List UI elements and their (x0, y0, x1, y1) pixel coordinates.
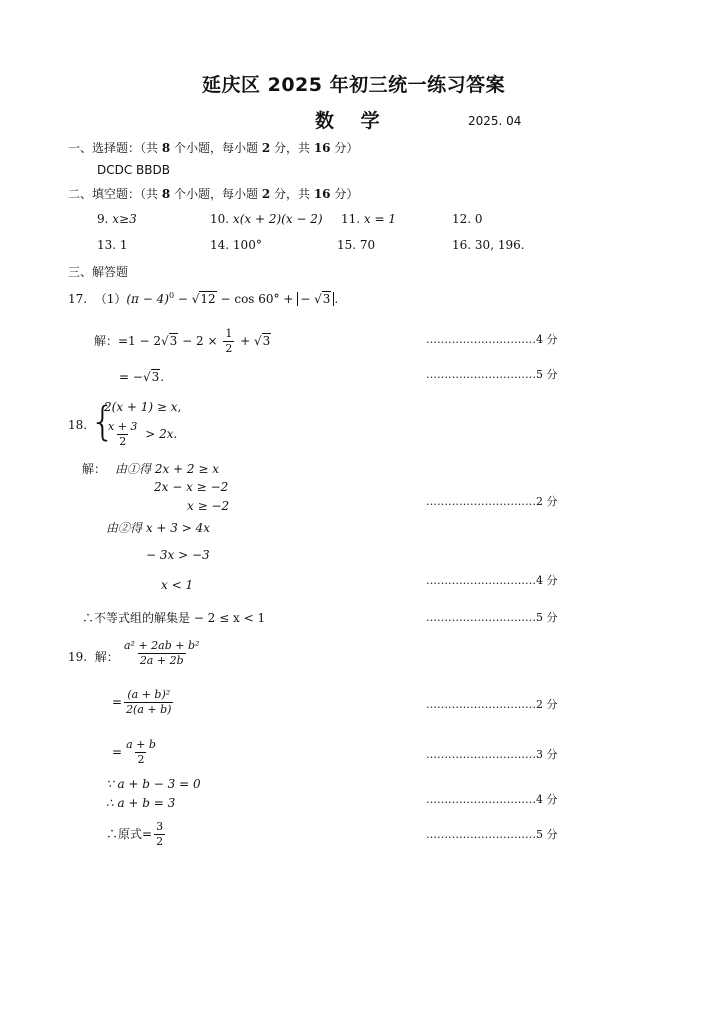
fill-answer-11 (341, 212, 396, 226)
denominator: 2(a + b) (126, 703, 172, 716)
subject-title: 数 学 (315, 110, 390, 132)
expr: − 2 × (178, 334, 222, 348)
q18-line-2 (154, 480, 228, 494)
heading-text: 个小题，每小题 (170, 187, 262, 201)
question-number: 19. (68, 650, 88, 664)
numerator: (a + b)² (127, 688, 171, 701)
numerator: a + b (126, 738, 156, 751)
answer: 100° (232, 238, 262, 252)
heading-text: 个小题，每小题 (170, 141, 262, 155)
q18-line-6 (161, 578, 193, 592)
q18-line-1 (115, 460, 219, 477)
question-number: 14. (210, 238, 230, 252)
heading-count: 8 (161, 141, 171, 155)
question-number: 12. (452, 212, 472, 226)
score-marker: …………………………4 分 (426, 574, 558, 587)
score-marker: …………………………2 分 (426, 698, 558, 711)
sqrt-3: √3 (142, 370, 160, 384)
fill-answer-13 (97, 238, 128, 252)
denominator: 2a + 2b (139, 654, 184, 667)
exponent: 0 (168, 291, 175, 300)
expr: ∴ a + b = 3 (106, 796, 176, 810)
question-number: 17. (68, 292, 88, 306)
heading-text: 分，共 (270, 187, 314, 201)
fraction (154, 820, 165, 849)
heading-text: 分） (330, 141, 359, 155)
expr: x < 1 (161, 578, 194, 592)
q18-line-5 (146, 548, 210, 562)
system-line-1 (104, 400, 181, 414)
denominator: 2 (137, 753, 145, 766)
score-marker: …………………………5 分 (426, 828, 558, 841)
answer: 1 (119, 238, 128, 252)
sqrt-3: √3 (314, 292, 331, 306)
radicand: 3 (322, 292, 331, 306)
expr: − (300, 292, 315, 306)
sqrt-3: √3 (161, 334, 178, 348)
expr: ∴原式= (106, 827, 153, 841)
q18-line-3 (187, 499, 229, 513)
solution-label: 解： (94, 650, 119, 664)
heading-points: 2 (261, 141, 271, 155)
expr: − 3x > −3 (146, 548, 210, 562)
q18-line-4 (106, 519, 210, 536)
choice-answers: DCDC BBDB (97, 163, 170, 177)
radicand: 12 (200, 292, 216, 306)
answer: x = 1 (363, 212, 397, 226)
q19-conclusion (106, 820, 167, 849)
score-marker: …………………………4 分 (426, 333, 558, 346)
expr: x ≥ −2 (187, 499, 230, 513)
section-1-heading (68, 139, 358, 156)
heading-text: 分） (330, 187, 359, 201)
expr: > 2x. (141, 427, 178, 441)
radicand: 3 (262, 334, 271, 348)
absolute-value (297, 292, 334, 306)
heading-points: 2 (261, 187, 271, 201)
fraction (124, 688, 173, 717)
expr: 2x − x ≥ −2 (154, 480, 229, 494)
heading-total: 16 (313, 141, 331, 155)
denominator: 2 (119, 435, 127, 448)
expr: . (334, 292, 339, 306)
question-number: 15. (337, 238, 357, 252)
answer: 70 (359, 238, 376, 252)
q18-number: 18. (68, 418, 88, 432)
left-brace: { (90, 399, 116, 445)
equals: = (112, 695, 123, 709)
q19-line-1 (106, 777, 201, 791)
expr: ∴不等式组的解集是 − 2 ≤ x < 1 (82, 611, 266, 625)
numerator: x + 3 (108, 420, 138, 433)
answer: x(x + 2)(x − 2) (232, 212, 323, 226)
page-title: 延庆区 2025 年初三统一练习答案 (202, 74, 506, 96)
q19-step-2 (112, 738, 160, 767)
score-marker: …………………………4 分 (426, 793, 558, 806)
q17-step-2 (119, 370, 164, 384)
expr: 由②得 x + 3 > 4x (106, 521, 210, 535)
sqrt-3: √3 (254, 334, 271, 348)
numerator: 3 (156, 820, 164, 833)
q17-step-1 (94, 327, 271, 356)
expr: − cos 60° + (216, 292, 298, 306)
q19-line-2 (106, 796, 175, 810)
expr: + (236, 334, 255, 348)
numerator: a² + 2ab + b² (124, 639, 200, 652)
fraction (106, 420, 139, 449)
q18-solution-label: 解： (82, 462, 107, 476)
fill-answer-14 (210, 238, 262, 252)
question-number: 9. (97, 212, 109, 226)
score-marker: …………………………5 分 (426, 368, 558, 381)
expr: 2(x + 1) ≥ x, (104, 400, 182, 414)
score-marker: …………………………5 分 (426, 611, 558, 624)
equals: = (112, 745, 123, 759)
heading-text: 二、填空题：（共 (68, 187, 162, 201)
expr: (π − 4) (126, 292, 169, 306)
system-line-2 (104, 420, 177, 449)
fill-answer-16 (452, 238, 525, 252)
q19-step-1 (112, 688, 175, 717)
expr: 解：=1 − 2 (94, 334, 162, 348)
question-number: 10. (210, 212, 230, 226)
expr: 由①得 2x + 2 ≥ x (115, 462, 219, 476)
answer: x≥3 (112, 212, 137, 226)
question-number: 13. (97, 238, 117, 252)
fill-answer-10 (210, 212, 323, 226)
fraction (124, 738, 158, 767)
radicand: 3 (169, 334, 178, 348)
q18-conclusion (82, 609, 265, 626)
question-number: 16. (452, 238, 472, 252)
score-marker: …………………………2 分 (426, 495, 558, 508)
expr: − (174, 292, 192, 306)
fraction (122, 639, 201, 668)
sqrt-12: √12 (191, 292, 216, 306)
expr: . (160, 370, 165, 384)
question-number: 11. (341, 212, 361, 226)
fill-answer-15 (337, 238, 375, 252)
exam-date: 2025. 04 (468, 114, 522, 128)
fraction (223, 327, 234, 356)
heading-count: 8 (161, 187, 171, 201)
answer: 30, 196. (474, 238, 525, 252)
q19-number (68, 648, 119, 665)
denominator: 2 (156, 835, 164, 848)
expr: = − (119, 370, 143, 384)
part-label: （1） (94, 292, 127, 306)
q17-problem (68, 290, 338, 307)
section-2-heading (68, 185, 358, 202)
heading-total: 16 (313, 187, 331, 201)
fill-answer-9 (97, 212, 137, 226)
score-marker: …………………………3 分 (426, 748, 558, 761)
radicand: 3 (151, 370, 160, 384)
fill-answer-12 (452, 212, 483, 226)
numerator: 1 (225, 327, 233, 340)
heading-text: 分，共 (270, 141, 314, 155)
denominator: 2 (225, 342, 233, 355)
section-3-heading: 三、解答题 (68, 265, 129, 279)
answer: 0 (474, 212, 483, 226)
expr: ∵ a + b − 3 = 0 (106, 777, 201, 791)
heading-text: 一、选择题：（共 (68, 141, 162, 155)
q19-fraction-1 (120, 639, 203, 668)
